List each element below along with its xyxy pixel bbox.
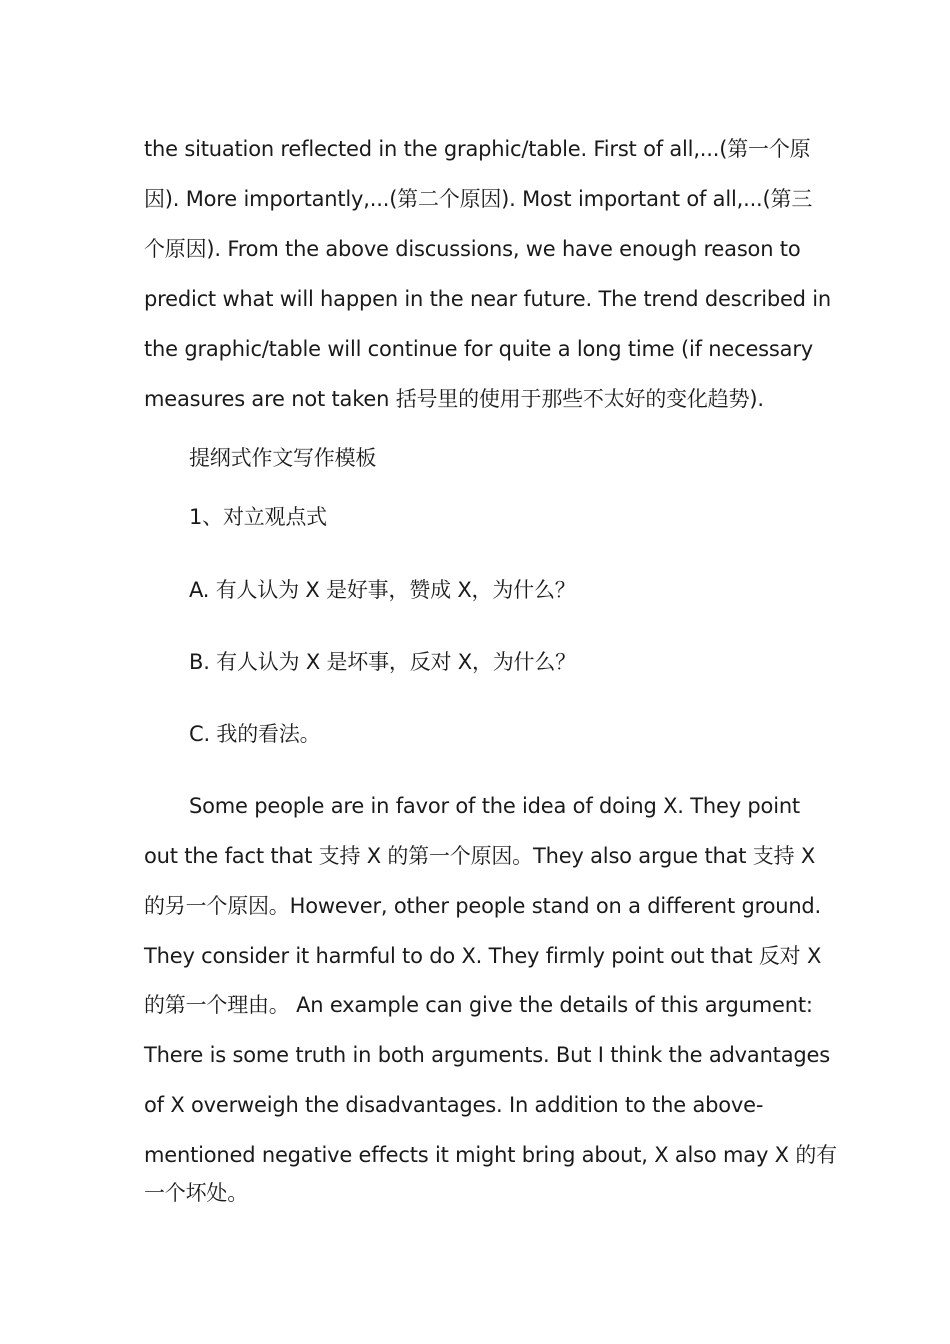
paragraph-line: 个原因). From the above discussions, we have enough reason to	[144, 237, 801, 261]
paragraph-line: 的另一个原因。However, other people stand on a different ground.	[144, 894, 822, 918]
paragraph-line: the situation reflected in the graphic/table. First of all,...(第一个原	[144, 137, 811, 161]
paragraph-line: They consider it harmful to do X. They firmly point out that 反对 X	[144, 944, 822, 968]
paragraph-line: predict what will happen in the near future. The trend described in	[144, 287, 832, 311]
outline-item-b: B. 有人认为 X 是坏事，反对 X，为什么？	[189, 650, 576, 674]
paragraph-line: measures are not taken 括号里的使用于那些不太好的变化趋势).	[144, 387, 764, 411]
paragraph-line: out the fact that 支持 X 的第一个原因。They also argue that 支持 X	[144, 844, 816, 868]
paragraph-line: mentioned negative effects it might bring about, X also may X 的有	[144, 1143, 837, 1167]
paragraph-line: 的第一个理由。 An example can give the details of this argument:	[144, 993, 813, 1017]
section-subheading: 1、对立观点式	[189, 505, 327, 529]
section-heading: 提纲式作文写作模板	[189, 446, 377, 470]
paragraph-line: 一个坏处。	[144, 1181, 248, 1205]
paragraph-line: of X overweigh the disadvantages. In addition to the above-	[144, 1093, 764, 1117]
outline-item-a: A. 有人认为 X 是好事，赞成 X，为什么？	[189, 578, 576, 602]
outline-item-c: C. 我的看法。	[189, 722, 321, 746]
paragraph-line: There is some truth in both arguments. But I think the advantages	[144, 1043, 830, 1067]
paragraph-line: the graphic/table will continue for quite a long time (if necessary	[144, 337, 813, 361]
paragraph-line: Some people are in favor of the idea of doing X. They point	[189, 794, 800, 818]
paragraph-line: 因). More importantly,...(第二个原因). Most important of all,...(第三	[144, 187, 813, 211]
